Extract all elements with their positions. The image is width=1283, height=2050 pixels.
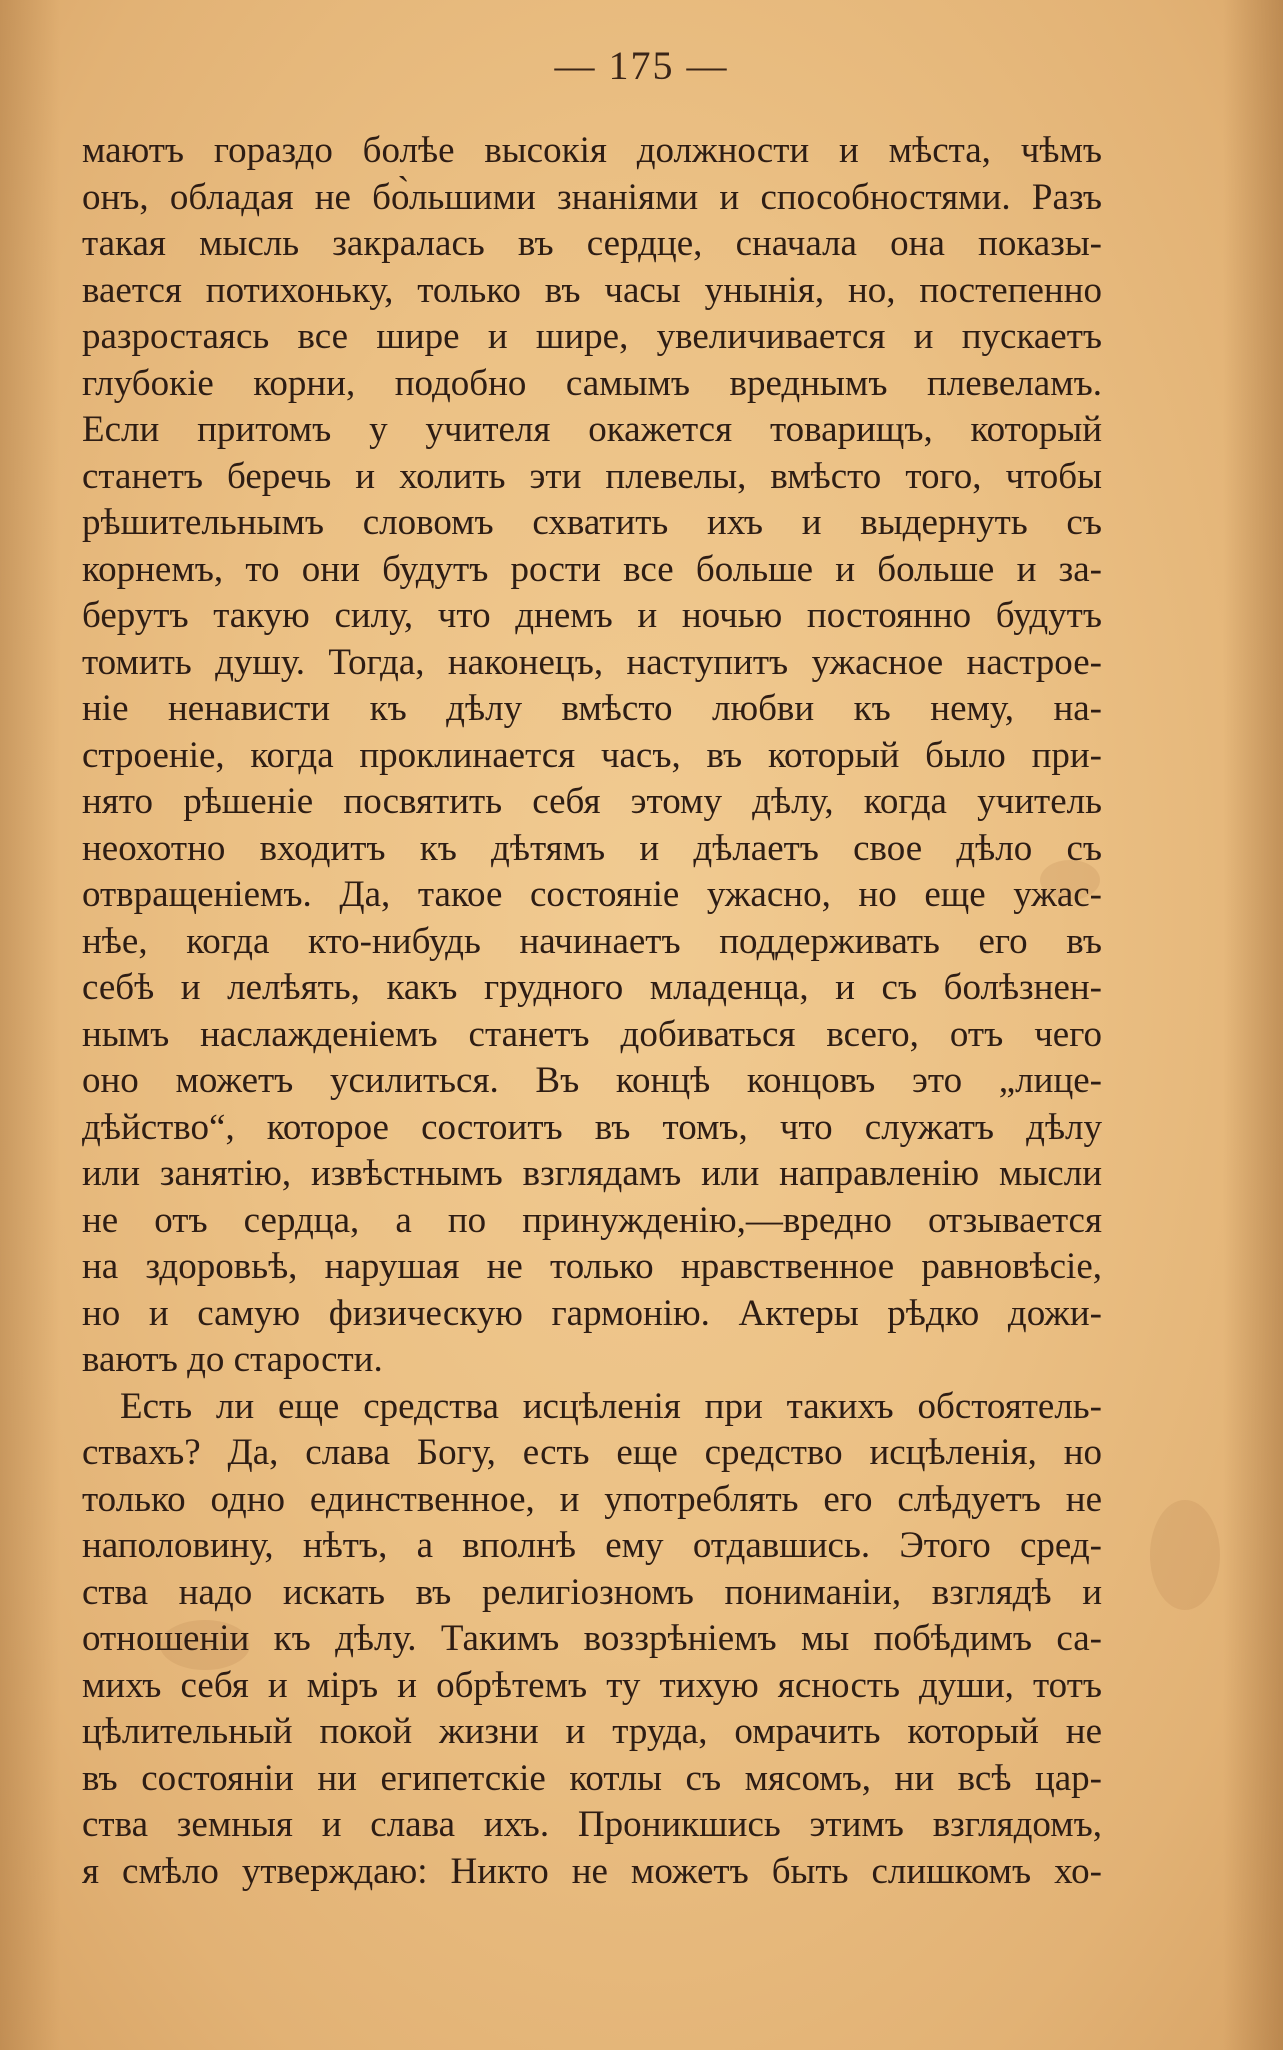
text-line: только одно единственное, и употреблять его слѣдуетъ не bbox=[82, 1478, 1102, 1520]
page-left-edge-shading bbox=[0, 0, 60, 2050]
text-line: отношеніи къ дѣлу. Такимъ воззрѣніемъ мы побѣдимъ са- bbox=[82, 1618, 1102, 1659]
text-line: берутъ такую силу, что днемъ и ночью постоянно будутъ bbox=[82, 595, 1102, 636]
text-line: ства надо искать въ религіозномъ пониманіи, взглядѣ и bbox=[82, 1571, 1102, 1613]
text-line: станетъ беречь и холить эти плевелы, вмѣсто того, чтобы bbox=[82, 455, 1102, 497]
page-right-edge-shading bbox=[1223, 0, 1283, 2050]
text-line: оно можетъ усилиться. Въ концѣ концовъ это „лице- bbox=[82, 1060, 1102, 1101]
text-line: Есть ли еще средства исцѣленія при такихъ обстоятель- bbox=[120, 1385, 1102, 1427]
text-line: я смѣло утверждаю: Никто не можетъ быть слишкомъ хо- bbox=[82, 1850, 1102, 1892]
text-line: ваютъ до старости. bbox=[82, 1339, 383, 1380]
text-line: томить душу. Тогда, наконецъ, наступитъ ужасное настрое- bbox=[82, 641, 1102, 683]
text-line: на здоровьѣ, нарушая не только нравственное равновѣсіе, bbox=[82, 1246, 1102, 1287]
text-line: или занятію, извѣстнымъ взглядамъ или направленію мысли bbox=[82, 1153, 1102, 1194]
paragraph-2 bbox=[82, 1384, 1102, 1896]
text-line: нымъ наслажденіемъ станетъ добиваться всего, отъ чего bbox=[82, 1013, 1102, 1055]
text-line: нѣе, когда кто-нибудь начинаетъ поддерживать его въ bbox=[82, 920, 1102, 962]
text-line: вается потихоньку, только въ часы унынія, но, постепенно bbox=[82, 269, 1102, 311]
text-line: неохотно входитъ къ дѣтямъ и дѣлаетъ свое дѣло съ bbox=[82, 827, 1102, 869]
text-line: Если притомъ у учителя окажется товарищъ, который bbox=[82, 409, 1102, 450]
text-line: цѣлительный покой жизни и труда, омрачить который не bbox=[82, 1711, 1102, 1752]
body-text bbox=[82, 128, 1102, 1895]
paragraph-1 bbox=[82, 128, 1102, 1384]
text-line: корнемъ, то они будутъ рости все больше и больше и за- bbox=[82, 548, 1102, 590]
text-line: рѣшительнымъ словомъ схватить ихъ и выдернуть съ bbox=[82, 502, 1102, 543]
text-line: но и самую физическую гармонію. Актеры рѣдко дожи- bbox=[82, 1292, 1102, 1334]
text-line: ствахъ? Да, слава Богу, есть еще средство исцѣленія, но bbox=[82, 1432, 1102, 1473]
text-line: въ состояніи ни египетскіе котлы съ мясомъ, ни всѣ цар- bbox=[82, 1757, 1102, 1799]
text-line: себѣ и лелѣять, какъ грудного младенца, и съ болѣзнен- bbox=[82, 967, 1102, 1008]
text-line: маютъ гораздо болѣе высокія должности и мѣста, чѣмъ bbox=[82, 130, 1102, 171]
text-line: онъ, обладая не бо̀льшими знаніями и способностями. Разъ bbox=[82, 176, 1102, 218]
text-line: такая мысль закралась въ сердце, сначала она показы- bbox=[82, 223, 1102, 264]
page-number: — 175 — bbox=[554, 43, 729, 88]
text-line: разростаясь все шире и шире, увеличивается и пускаетъ bbox=[82, 316, 1102, 357]
text-line: нято рѣшеніе посвятить себя этому дѣлу, когда учитель bbox=[82, 781, 1102, 822]
text-line: дѣйство“, которое состоитъ въ томъ, что служатъ дѣлу bbox=[82, 1106, 1102, 1148]
paper-stain bbox=[1150, 1500, 1220, 1610]
text-line: отвращеніемъ. Да, такое состояніе ужасно, но еще ужас- bbox=[82, 874, 1102, 915]
text-line: глубокіе корни, подобно самымъ вреднымъ плевеламъ. bbox=[82, 362, 1102, 404]
text-line: ства земныя и слава ихъ. Проникшись этимъ взглядомъ, bbox=[82, 1804, 1102, 1845]
text-line: строеніе, когда проклинается часъ, въ который было при- bbox=[82, 734, 1102, 776]
text-line: михъ себя и міръ и обрѣтемъ ту тихую ясность души, тотъ bbox=[82, 1664, 1102, 1706]
text-line: наполовину, нѣтъ, а вполнѣ ему отдавшись. Этого сред- bbox=[82, 1525, 1102, 1566]
text-line: не отъ сердца, а по принужденію,—вредно отзывается bbox=[82, 1199, 1102, 1241]
text-line: ніе ненависти къ дѣлу вмѣсто любви къ нему, на- bbox=[82, 688, 1102, 729]
